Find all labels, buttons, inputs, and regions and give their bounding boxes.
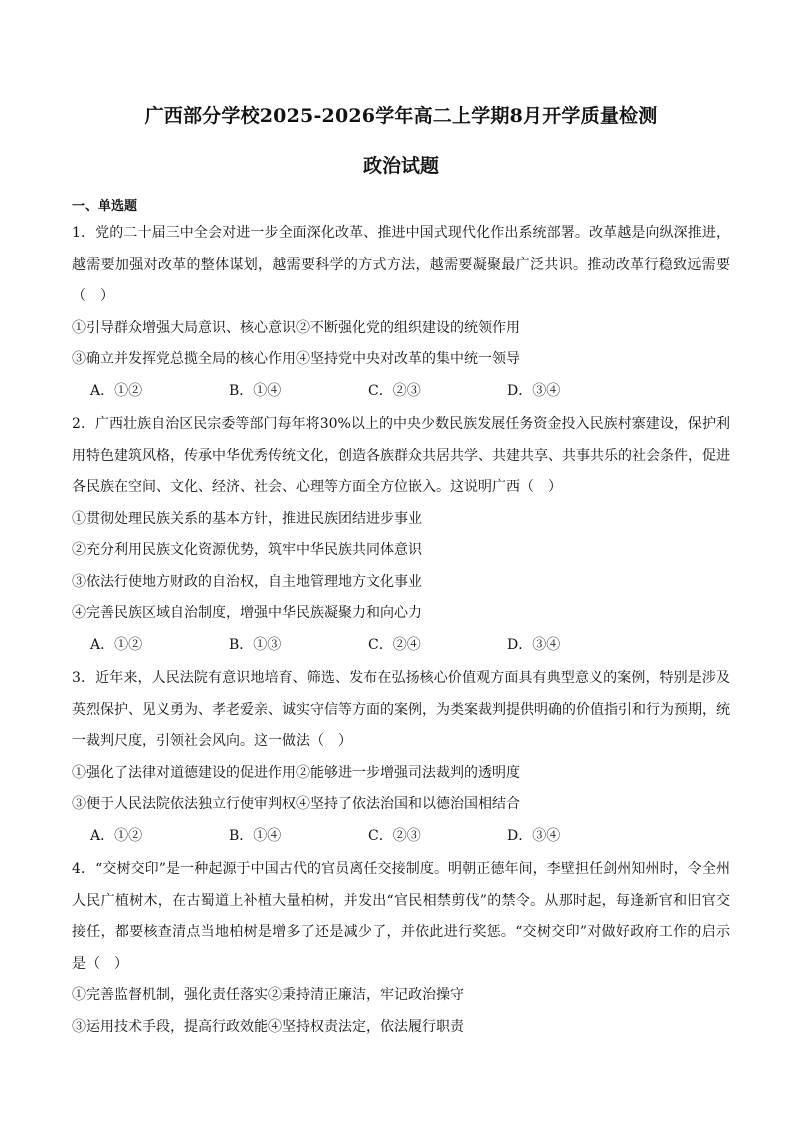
- choice-a[interactable]: A．①②: [90, 382, 143, 399]
- question-stem: 4．“交树交印”是一种起源于中国古代的官员离任交接制度。明朝正德年间，李壁担任剑州知州时，令全州人民广植树木，在古蜀道上补植大量柏树，并发出“官民相禁剪伐”的禁令。从那时起，每逢新官和旧官交接任，都要核查清点当地柏树是增多了还是减少了，并依此进行奖惩。“交树交印”对做好政府工作的启示是（ ）: [72, 861, 730, 972]
- statement-line: ①引导群众增强大局意识、核心意识②不断强化党的组织建设的统领作用: [72, 319, 520, 336]
- question-2: [72, 409, 730, 661]
- question-4: [72, 854, 730, 1043]
- choice-b[interactable]: B．①④: [229, 382, 282, 399]
- answer-choices: [72, 630, 730, 662]
- exam-title: 广西部分学校2025-2026学年高二上学期8月开学质量检测: [144, 105, 658, 127]
- question-1: [72, 218, 730, 407]
- choice-b[interactable]: B．①④: [229, 827, 282, 844]
- statement-line: ②充分利用民族文化资源优势，筑牢中华民族共同体意识: [72, 542, 422, 558]
- question-stem: 3．近年来，人民法院有意识地培育、筛选、发布在弘扬核心价值观方面具有典型意义的案例，特别是涉及英烈保护、见义勇为、孝老爱亲、诚实守信等方面的案例，为类案裁判提供明确的价值指引和行为预期，统一裁判尺度，引领社会风向。这一做法（ ）: [72, 670, 730, 749]
- question-stem: 1．党的二十届三中全会对进一步全面深化改革、推进中国式现代化作出系统部署。改革越是向纵深推进，越需要加强对改革的整体谋划，越需要科学的方式方法，越需要凝聚最广泛共识。推动改革行稳致远需要（ ）: [72, 225, 730, 304]
- choice-c[interactable]: C．②③: [368, 827, 421, 844]
- answer-choices: [72, 376, 730, 408]
- choice-b[interactable]: B．①③: [229, 636, 282, 653]
- question-stem: 2．广西壮族自治区民宗委等部门每年将30%以上的中央少数民族发展任务资金投入民族村寨建设，保护利用特色建筑风格，传承中华优秀传统文化，创造各族群众共居共学、共建共享、共事共乐的社会条件，促进各民族在空间、文化、经济、社会、心理等方面全方位嵌入。这说明广西（ ）: [72, 416, 730, 495]
- choice-c[interactable]: C．②③: [368, 382, 421, 399]
- statement-line: ④完善民族区域自治制度，增强中华民族凝聚力和向心力: [72, 605, 422, 621]
- choice-a[interactable]: A．①②: [90, 827, 143, 844]
- choice-a[interactable]: A．①②: [90, 636, 143, 653]
- statement-line: ③便于人民法院依法独立行使审判权④坚持了依法治国和以德治国相结合: [72, 796, 520, 812]
- choice-d[interactable]: D．③④: [507, 636, 561, 653]
- answer-choices: [72, 821, 730, 853]
- exam-subtitle: 政治试题: [362, 155, 439, 177]
- statement-line: ③运用技术手段，提高行政效能④坚持权责法定，依法履行职责: [72, 1018, 464, 1035]
- choice-c[interactable]: C．②④: [368, 636, 421, 653]
- statement-line: ①贯彻处理民族关系的基本方针，推进民族团结进步事业: [72, 510, 422, 527]
- choice-d[interactable]: D．③④: [507, 827, 561, 844]
- statement-line: ③依法行使地方财政的自治权，自主地管理地方文化事业: [72, 573, 422, 590]
- choice-d[interactable]: D．③④: [507, 382, 561, 399]
- statement-line: ①强化了法律对道德建设的促进作用②能够进一步增强司法裁判的透明度: [72, 764, 520, 781]
- question-3: [72, 663, 730, 852]
- section-heading: 一、单选题: [72, 199, 138, 214]
- statement-line: ①完善监督机制，强化责任落实②秉持清正廉洁，牢记政治操守: [72, 987, 464, 1003]
- statement-line: ③确立并发挥党总揽全局的核心作用④坚持党中央对改革的集中统一领导: [72, 351, 520, 367]
